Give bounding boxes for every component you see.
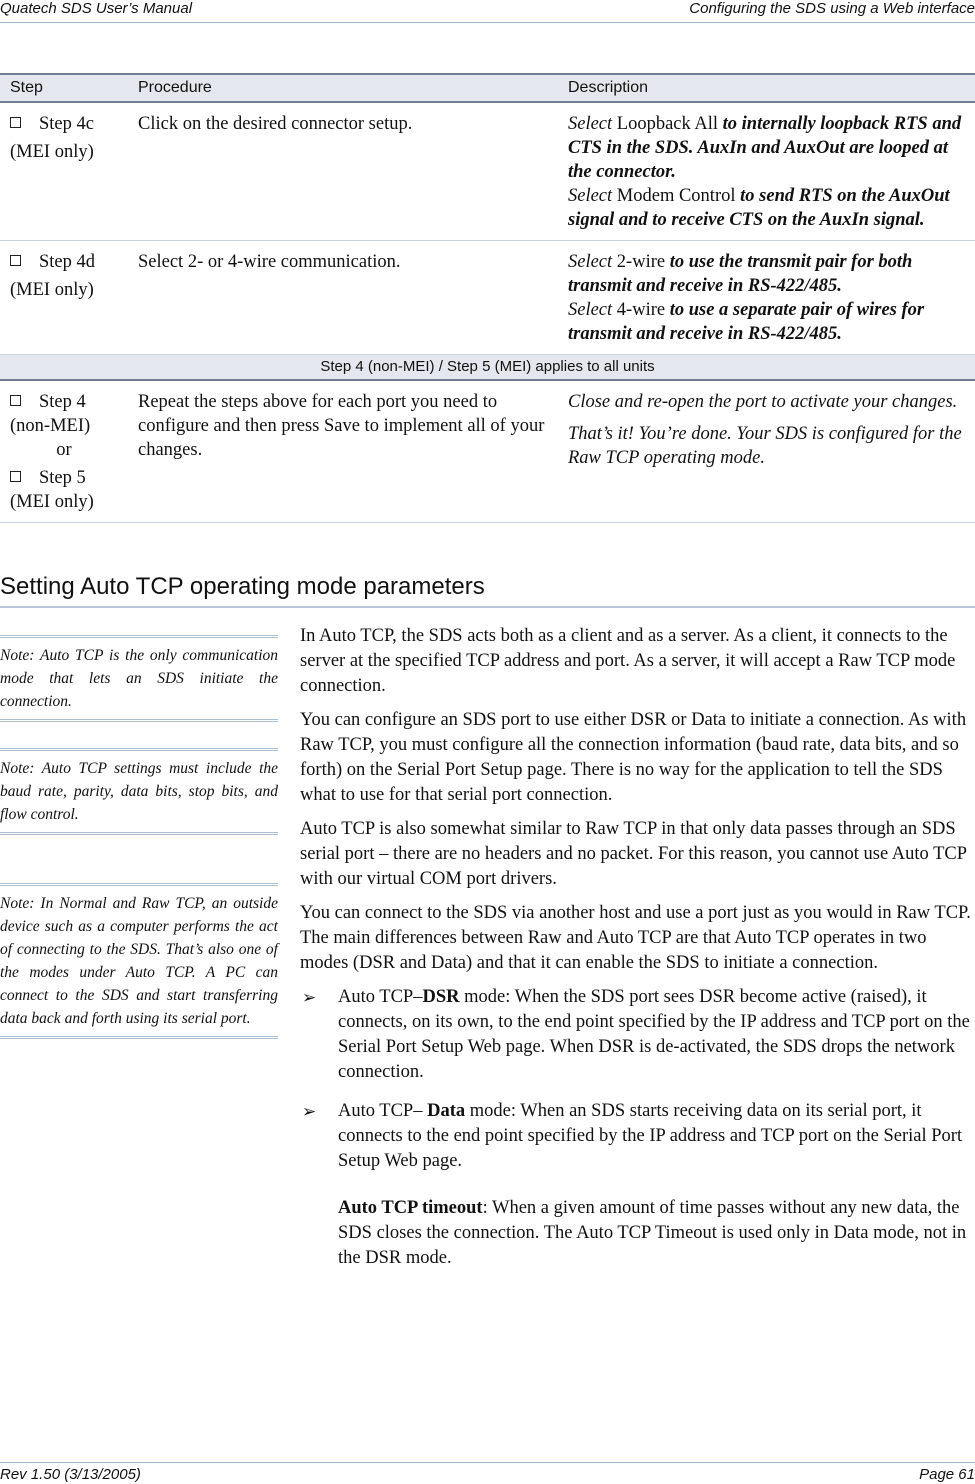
section-body	[300, 624, 975, 1285]
step-cell	[0, 241, 128, 355]
option-loopback-all: Loopback All	[616, 114, 719, 134]
description-cell: Select 2-wire to use the transmit pair for both transmit and receive in RS-422/485. Select 4-wire to use a separate pair of wires for transmit and receive in RS-422/485.	[558, 241, 975, 355]
description-text: That’s it! You’re done. Your SDS is configured for the Raw TCP operating mode.	[568, 424, 962, 468]
footer-revision: Rev 1.50 (3/13/2005)	[0, 1466, 141, 1483]
span-row-label: Step 4 (non-MEI) / Step 5 (MEI) applies to all units	[0, 355, 975, 381]
page-header	[0, 0, 975, 23]
table-row	[0, 102, 975, 241]
body-paragraph: You can connect to the SDS via another host and use a port just as you would in Raw TCP. The main differences between Raw and Auto TCP are that Auto TCP operates in two modes (DSR and Data) and that it can enable the SDS to initiate a connection.	[300, 903, 971, 973]
checkbox-icon	[10, 117, 21, 128]
table-span-row	[0, 355, 975, 381]
step-label: Step 5	[39, 468, 86, 488]
list-item: ➢ Auto TCP– Data mode: When an SDS starts receiving data on its serial port, it connects to the end point specified by the IP address and TCP port on the Serial Port Setup Web page. Auto TCP timeout: When a given amount of time passes without any new data, the SDS closes the connection. The Auto TCP Timeout is used only in Data mode, not in the DSR mode.	[302, 1101, 967, 1268]
column-header-description: Description	[558, 74, 975, 102]
section-title: Setting Auto TCP operating mode parameters	[0, 573, 975, 608]
description-cell	[558, 380, 975, 523]
procedure-cell: Select 2- or 4-wire communication.	[128, 241, 558, 355]
step-qualifier: (MEI only)	[10, 492, 94, 512]
body-paragraph: You can configure an SDS port to use either DSR or Data to initiate a connection. As with Raw TCP, you must configure all the connection information (baud rate, data bits, and so forth) on the Serial Port Setup page. There is no way for the application to tell the SDS what to use for that serial port connection.	[300, 710, 967, 805]
arrow-bullet-icon: ➢	[302, 988, 317, 1007]
sidebar-note: Note: Auto TCP settings must include the baud rate, parity, data bits, stop bits, and flow control.	[0, 748, 278, 835]
column-header-procedure: Procedure	[128, 74, 558, 102]
column-header-step: Step	[0, 74, 128, 102]
table-row	[0, 241, 975, 355]
sidebar-note: Note: Auto TCP is the only communication mode that lets an SDS initiate the connection.	[0, 635, 278, 722]
procedure-cell: Click on the desired connector setup.	[128, 102, 558, 241]
procedure-cell: Repeat the steps above for each port you need to configure and then press Save to implement all of your changes.	[128, 380, 558, 523]
table-row	[0, 380, 975, 523]
step-label: Step 4	[39, 392, 86, 412]
step-label: Step 4c	[39, 114, 94, 134]
checkbox-icon	[10, 471, 21, 482]
checkbox-icon	[10, 255, 21, 266]
step-qualifier: (MEI only)	[10, 142, 94, 162]
table-header-row	[0, 74, 975, 102]
step-cell	[0, 102, 128, 241]
step-qualifier: (non-MEI)	[10, 416, 91, 436]
header-chapter-title: Configuring the SDS using a Web interface	[689, 0, 975, 17]
body-paragraph: Auto TCP is also somewhat similar to Raw TCP in that only data passes through an SDS serial port – there are no headers and no packet. For this reason, you cannot use Auto TCP with our virtual COM port drivers.	[300, 819, 967, 889]
step-qualifier: (MEI only)	[10, 280, 94, 300]
mode-list	[300, 985, 975, 1271]
description-cell: Select Loopback All to internally loopback RTS and CTS in the SDS. AuxIn and AuxOut are looped at the connector. Select Modem Control to send RTS on the AuxOut signal and to receive CTS on the AuxIn signal.	[558, 102, 975, 241]
step-cell	[0, 380, 128, 523]
sidebar-note: Note: In Normal and Raw TCP, an outside device such as a computer performs the act of connecting to the SDS. That’s also one of the modes under Auto TCP. A PC can connect to the SDS and start transferring data back and forth using its serial port.	[0, 883, 278, 1039]
footer-page-number: Page 61	[919, 1466, 975, 1483]
header-manual-title: Quatech SDS User’s Manual	[0, 0, 193, 17]
checkbox-icon	[10, 395, 21, 406]
page-footer	[0, 1462, 975, 1483]
option-2-wire: 2-wire	[616, 252, 666, 272]
procedure-table	[0, 73, 975, 523]
body-paragraph: In Auto TCP, the SDS acts both as a client and as a server. As a client, it connects to the server at the specified TCP address and port. As a server, it will accept a Raw TCP mode connection.	[300, 626, 956, 696]
step-label: Step 4d	[39, 252, 96, 272]
option-4-wire: 4-wire	[616, 300, 666, 320]
option-modem-control: Modem Control	[616, 186, 736, 206]
description-text: Close and re-open the port to activate your changes.	[568, 392, 958, 412]
step-or: or	[56, 440, 72, 460]
arrow-bullet-icon: ➢	[302, 1102, 317, 1121]
list-item: ➢ Auto TCP–DSR mode: When the SDS port sees DSR become active (raised), it connects, on its own, to the end point specified by the IP address and TCP port on the Serial Port Setup Web page. When DSR is de-activated, the SDS drops the network connection.	[302, 987, 970, 1082]
